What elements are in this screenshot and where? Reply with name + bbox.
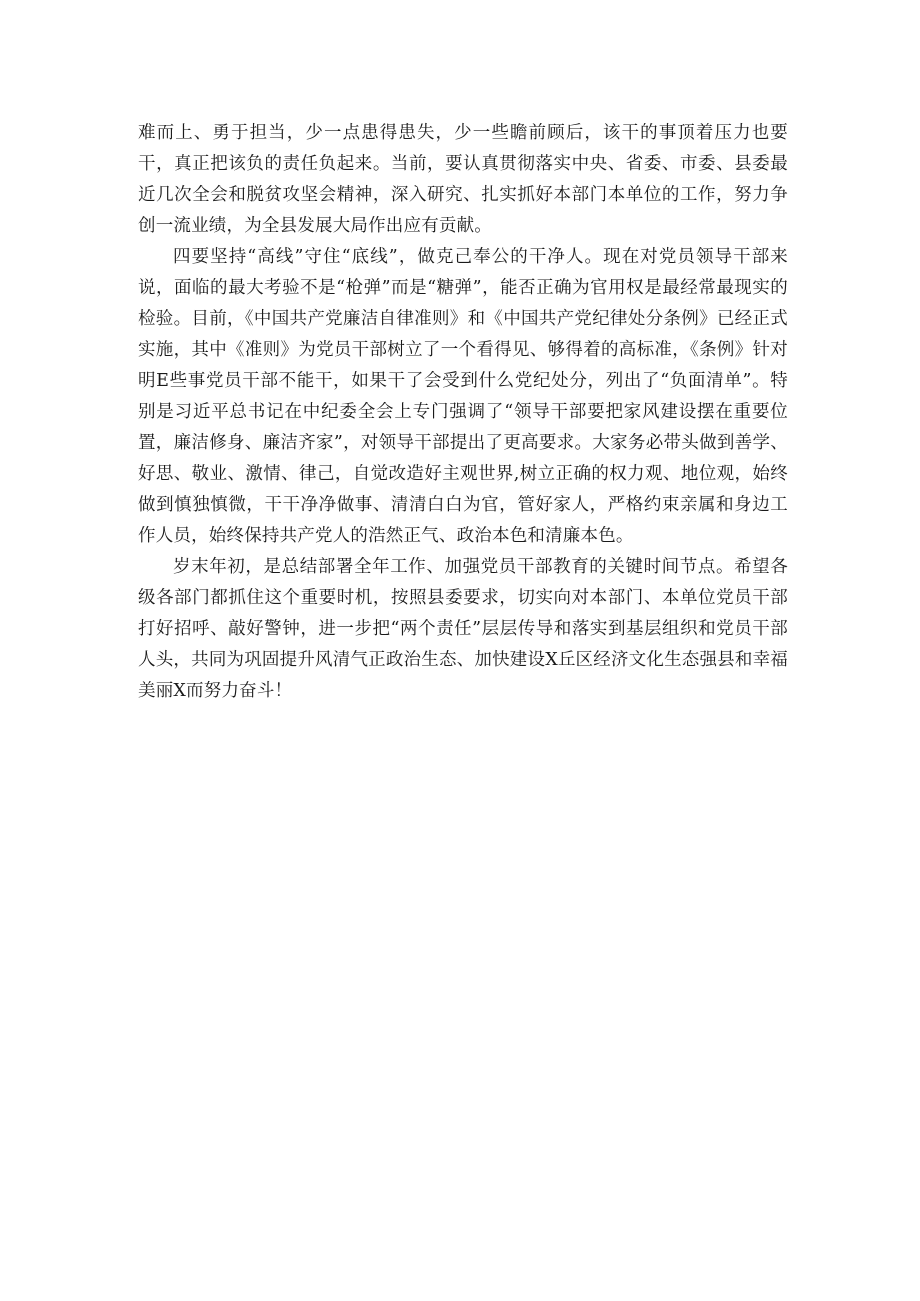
paragraph-four-requirements: 四要坚持“高线”守住“底线”，做克己奉公的干净人。现在对党员领导干部来说，面临的最大考验不是“枪弹”而是“糖弹”，能否正确为官用权是最经常最现实的检验。目前，《中国共产党廉洁自律准则》和《中国共产党纪律处分条例》已经正式实施，其中《准则》为党员干部树立了一个看得见、够得着的高标准，《条例》针对明E些事党员干部不能干，如果干了会受到什么党纪处分，列出了“负面清单”。特别是习近平总书记在中纪委全会上专门强调了“领导干部要把家风建设摆在重要位置，廉洁修身、廉洁齐家”，对领导干部提出了更高要求。大家务必带头做到善学、好思、敬业、激情、律己，自觉改造好主观世界,树立正确的权力观、地位观，始终做到慎独慎微，干干净净做事、清清白白为官，管好家人，严格约束亲属和身边工作人员，始终保持共产党人的浩然正气、政治本色和清廉本色。: [138, 247, 788, 546]
paragraph-continuation: 难而上、勇于担当，少一点患得患失，少一些瞻前顾后，该干的事顶着压力也要干，真正把该负的责任负起来。当前，要认真贯彻落实中央、省委、市委、县委最近几次全会和脱贫攻坚会精神，深入研究、扎实抓好本部门本单位的工作，努力争创一流业绩，为全县发展大局作出应有贡献。: [138, 123, 788, 236]
document-body: [138, 118, 788, 707]
paragraph-year-end: 岁末年初，是总结部署全年工作、加强党员干部教育的关键时间节点。希望各级各部门都抓住这个重要时机，按照县委要求，切实向对本部门、本单位党员干部打好招呼、敲好警钟，进一步把“两个责任”层层传导和落实到基层组织和党员干部人头，共同为巩固提升风清气正政治生态、加快建设X丘区经济文化生态强县和幸福美丽X而努力奋斗！: [138, 557, 788, 701]
